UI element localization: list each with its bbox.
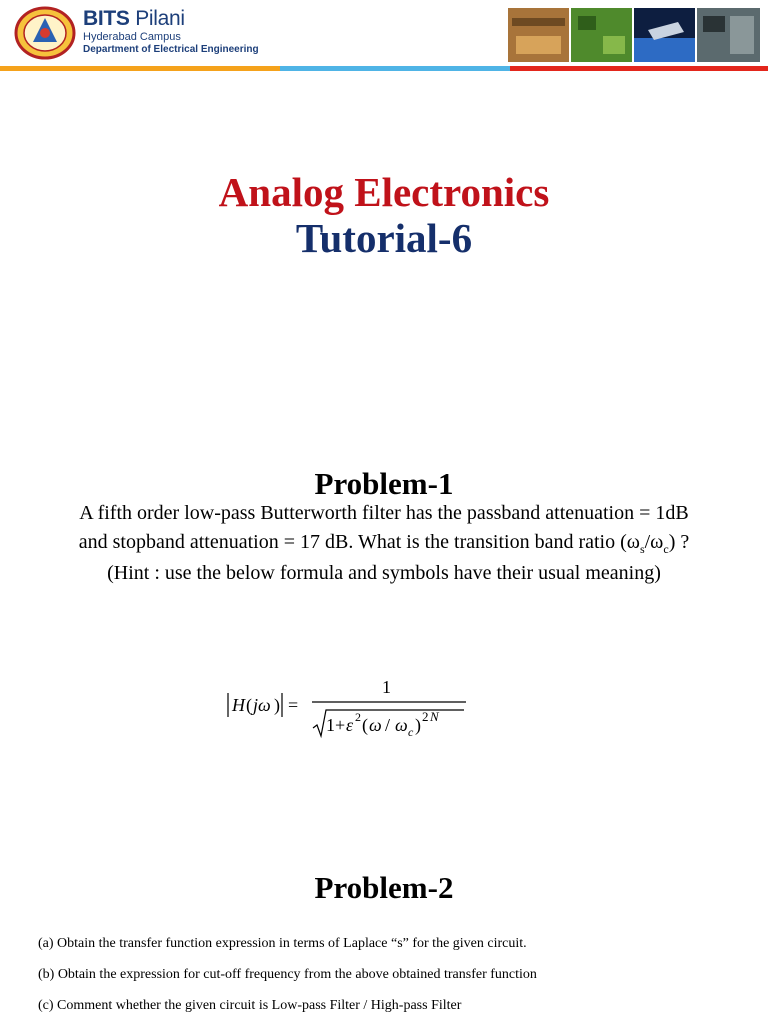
header-banner (0, 0, 768, 72)
problem1-line2-prefix: and stopband attenuation = 17 dB. What is the transition band ratio (ω (78, 531, 640, 553)
bits-logo-emblem (14, 6, 76, 60)
svg-text:1+: 1+ (326, 715, 346, 735)
svg-text:ω: ω (369, 715, 382, 735)
svg-text:): ) (274, 695, 280, 715)
problem2-item-b: (b) Obtain the expression for cut-off frequency from the above obtained transfer function (38, 967, 537, 982)
problem1-line3: (Hint : use the below formula and symbols have their usual meaning) (107, 562, 661, 584)
brand-name (83, 8, 259, 29)
problem1-line2 (0, 531, 768, 557)
svg-text:2: 2 (355, 710, 361, 724)
brand-department: Department of Electrical Engineering (83, 44, 259, 55)
brand-block (83, 8, 259, 55)
problem1-line2-suffix: ) ? (668, 531, 690, 553)
svg-text:N: N (430, 709, 439, 724)
svg-text:c: c (408, 725, 414, 739)
problem2-item-c: (c) Comment whether the given circuit is Low-pass Filter / High-pass Filter (38, 998, 462, 1013)
subscript-c: c (663, 542, 669, 556)
brand-name-rest: Pilani (135, 7, 185, 30)
header-color-stripe (0, 66, 768, 71)
subscript-s: s (639, 542, 645, 556)
svg-text:(: ( (246, 695, 252, 715)
header-photo-strip (508, 8, 760, 62)
problem1-line1: A fifth order low-pass Butterworth filter has the passband attenuation = 1dB (79, 502, 689, 524)
svg-text:=: = (288, 695, 299, 715)
formula-numerator: 1 (382, 677, 391, 697)
svg-text:2: 2 (422, 709, 429, 724)
problem2-item-a: (a) Obtain the transfer function expression in terms of Laplace “s” for the given circuit. (38, 936, 527, 951)
svg-text:(: ( (362, 715, 368, 735)
problem2-heading: Problem-2 (314, 870, 454, 905)
title-analog-electronics: Analog Electronics (218, 169, 550, 215)
svg-text:ε: ε (346, 715, 354, 735)
svg-text:jω: jω (253, 695, 271, 715)
svg-text:H: H (232, 695, 245, 715)
title-tutorial: Tutorial-6 (295, 215, 473, 261)
svg-text:ω: ω (395, 715, 408, 735)
brand-campus: Hyderabad Campus (83, 31, 181, 43)
svg-text:): ) (415, 715, 421, 735)
brand-name-bold: BITS (83, 7, 130, 30)
problem1-heading: Problem-1 (314, 466, 454, 501)
butterworth-formula (222, 674, 472, 740)
svg-text:/: / (385, 715, 391, 735)
problem1-line2-mid: /ω (644, 531, 664, 553)
